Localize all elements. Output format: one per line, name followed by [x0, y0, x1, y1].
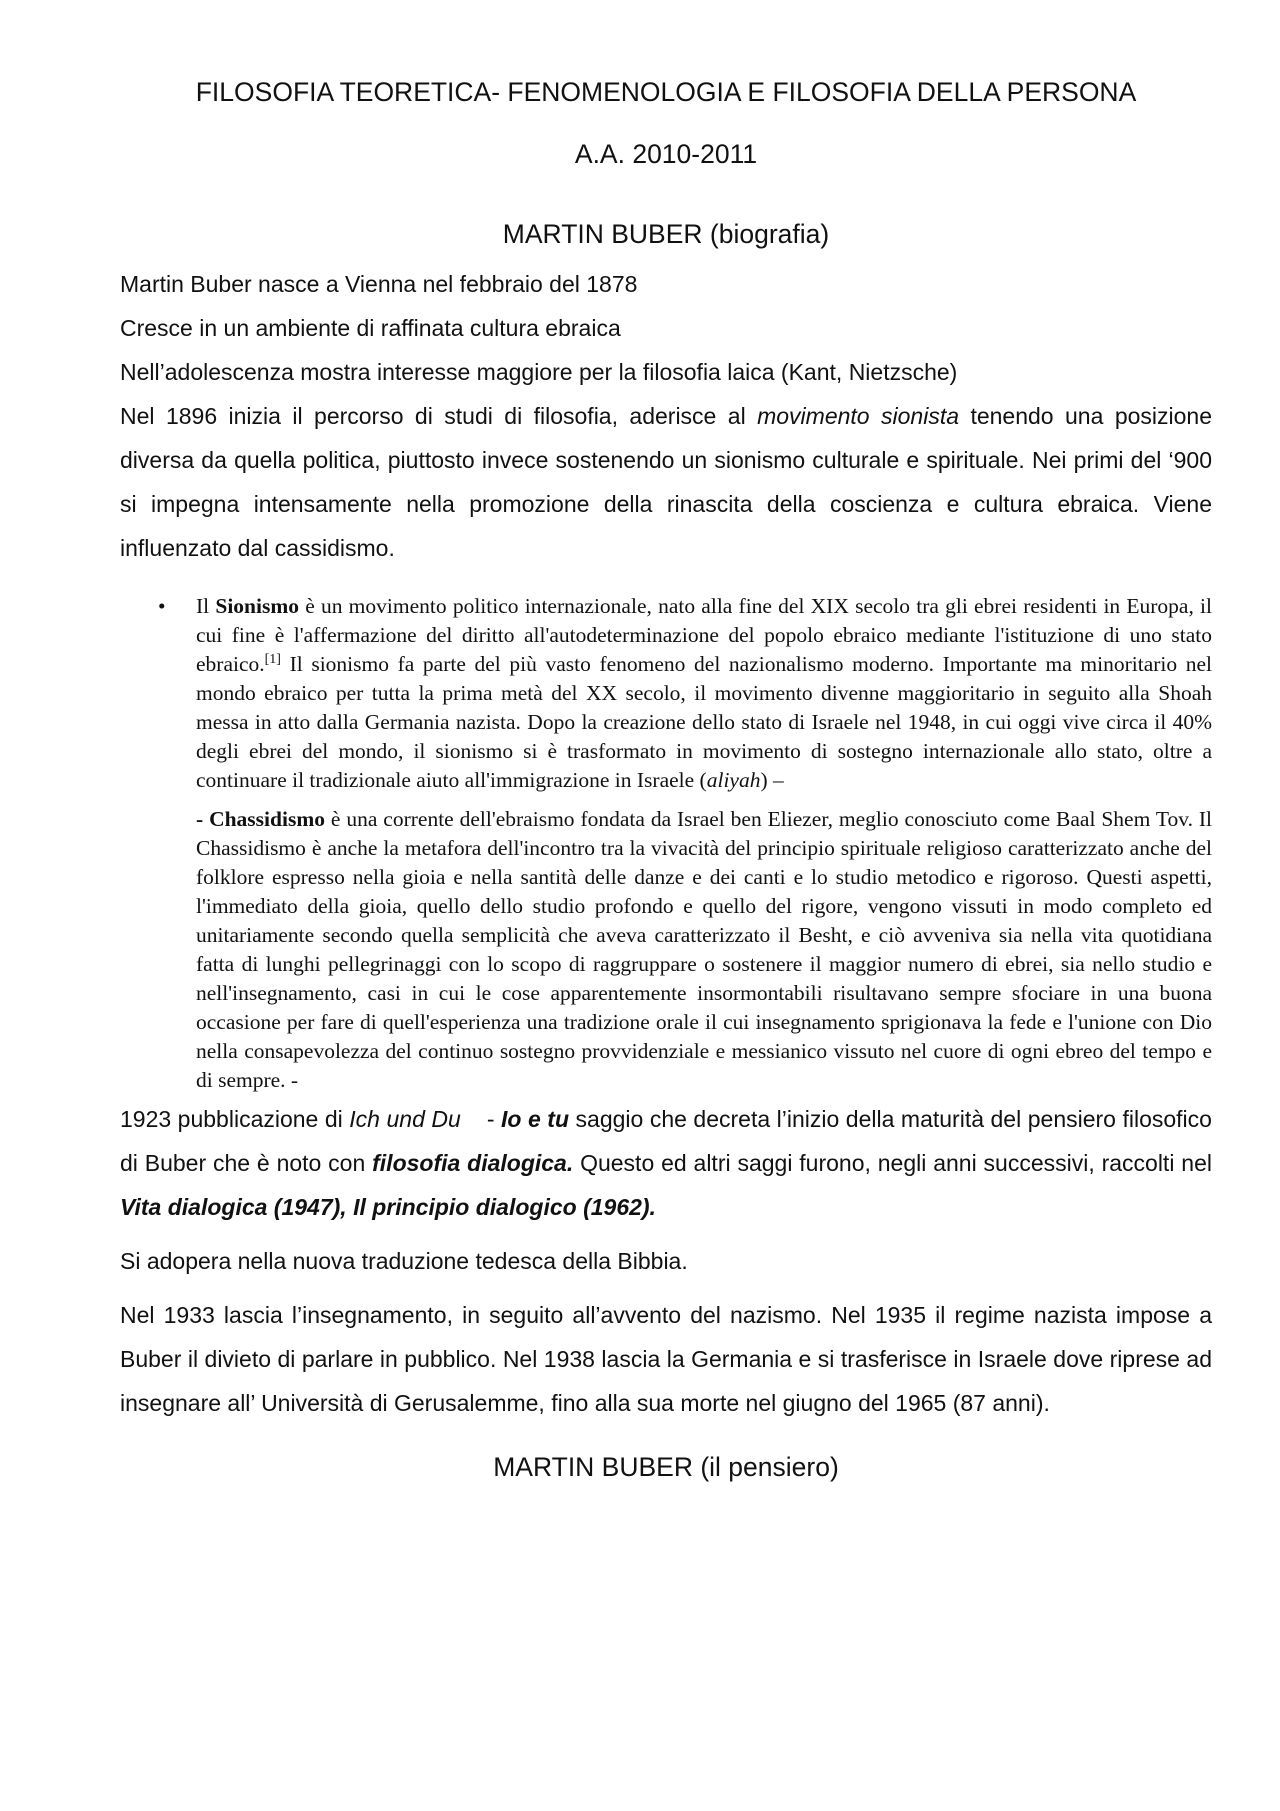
bold-term: Chassidismo — [209, 807, 325, 831]
bold-italic-title: Io e tu — [501, 1106, 570, 1132]
footnote-link[interactable]: [1] — [264, 652, 281, 667]
note-sionismo — [196, 592, 1212, 795]
text: ) – — [760, 768, 784, 792]
paragraph-1923 — [120, 1097, 1212, 1229]
paragraph-1933: Nel 1933 lascia l’insegnamento, in seguito all’avvento del nazismo. Nel 1935 il regime nazista impose a Buber il divieto di parlare in pubblico. Nel 1938 lascia la Germania e si trasferisce in Israele dove riprese ad insegnare all’ Università di Gerusalemme, fino alla sua morte nel giugno del 1965 (87 anni). — [120, 1302, 1212, 1416]
text: - — [196, 807, 210, 831]
notes-list — [120, 592, 1212, 1095]
text: Il — [196, 594, 216, 618]
bold-italic-title: Vita dialogica (1947), Il principio dialogico (1962). — [120, 1194, 656, 1220]
text: Il sionismo fa parte del più vasto fenomeno del nazionalismo moderno. Importante ma minoritario nel mondo ebraico per tutta la prima metà del XX secolo, il movimento divenne maggioritario in seguito alla Shoah messa in atto dalla Germania nazista. Dopo la creazione dello stato di Israele nel 1948, in cui oggi vive circa il 40% degli ebrei del mondo, il sionismo si è trasformato in movimento di sostegno internazionale allo stato, oltre a continuare il tradizionale aiuto all'immigrazione in Israele ( — [196, 652, 1212, 792]
italic-term: aliyah — [706, 768, 761, 792]
academic-year: A.A. 2010-2011 — [574, 139, 758, 169]
italic-term: movimento sionista — [757, 403, 960, 429]
text: 1923 pubblicazione di — [120, 1106, 350, 1132]
text: - — [460, 1106, 502, 1132]
italic-title: Ich und Du — [349, 1106, 461, 1132]
bio-line: Martin Buber nasce a Vienna nel febbraio del 1878 — [120, 271, 638, 297]
text: è una corrente dell'ebraismo fondata da Israel ben Eliezer, meglio conosciuto come Baal Shem Tov. Il Chassidismo è anche la metafora dell'incontro tra la vivacità del principio spirituale religioso caratterizzato anche del folklore espresso nella gioia e nella santità delle danze e dei canti e lo studio metodico e rigoroso. Questi aspetti, l'immediato della gioia, quello dello studio profondo e quello del rigore, vengono vissuti in modo completo ed unitariamente secondo quella semplicità che aveva caratterizzato il Besht, e ciò avveniva sia nella vita quotidiana fatta di lunghi pellegrinaggi con lo scopo di raggruppare o sostenere il maggior numero di ebrei, sia nello studio e nell'insegnamento, casi in cui le cose apparentemente insormontabili risultavano sempre sfociare in una buona occasione per fare di quell'esperienza una tradizione orale il cui insegnamento sprigionava la fede e l'unione con Dio nella consapevolezza del continuo sostegno provvidenziale e messianico vissuto nel cuore di ogni ebreo del tempo e di sempre. - — [196, 807, 1212, 1092]
bio-line: Nell’adolescenza mostra interesse maggiore per la filosofia laica (Kant, Nietzsche) — [120, 359, 958, 385]
bullet-icon: • — [158, 594, 166, 618]
section-title-biografia: MARTIN BUBER (biografia) — [502, 219, 830, 249]
document-title: FILOSOFIA TEORETICA- FENOMENOLOGIA E FILOSOFIA DELLA PERSONA — [195, 77, 1137, 107]
text: Questo ed altri saggi furono, negli anni successivi, raccolti nel — [573, 1150, 1212, 1176]
paragraph-1896 — [120, 394, 1212, 570]
bold-term: Sionismo — [215, 594, 299, 618]
section-title-pensiero: MARTIN BUBER (il pensiero) — [493, 1452, 839, 1482]
bio-line: Cresce in un ambiente di raffinata cultura ebraica — [120, 315, 621, 341]
bio-lines — [120, 262, 1212, 394]
paragraph-bibbia: Si adopera nella nuova traduzione tedesca della Bibbia. — [120, 1248, 688, 1274]
bold-italic-term: filosofia dialogica. — [372, 1150, 574, 1176]
text: saggio che decreta l’inizio della maturità del pensiero filosofico di Buber che è noto con — [120, 1106, 1212, 1176]
text: è un movimento politico internazionale, nato alla fine del XIX secolo tra gli ebrei residenti in Europa, il cui fine è l'affermazione del diritto all'autodeterminazione del popolo ebraico mediante l'istituzione di uno stato ebraico. — [196, 594, 1212, 676]
note-chassidismo — [196, 805, 1212, 1095]
text: tenendo una posizione diversa da quella politica, piuttosto invece sostenendo un sionismo culturale e spirituale. Nei primi del ‘900 si impegna intensamente nella promozione della rinascita della coscienza e cultura ebraica. Viene influenzato dal cassidismo. — [120, 403, 1212, 561]
text: Nel 1896 inizia il percorso di studi di filosofia, aderisce al — [120, 403, 758, 429]
